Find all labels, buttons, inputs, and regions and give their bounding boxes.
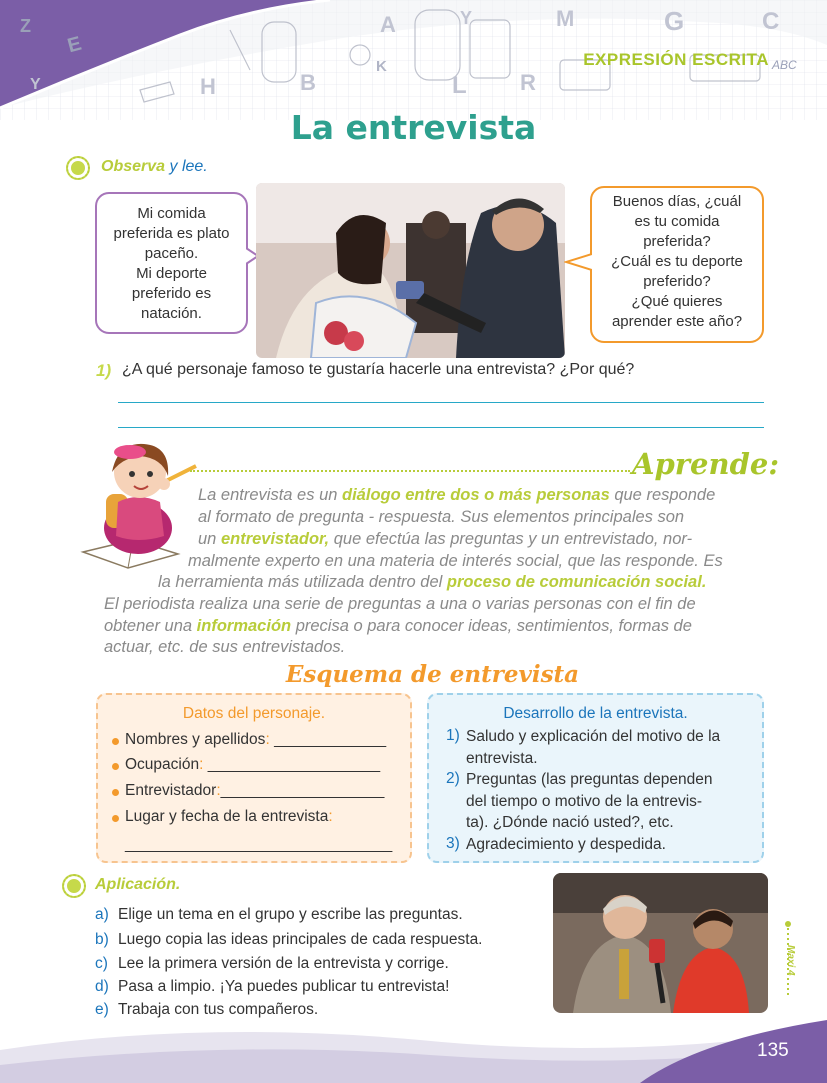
bubble-line: ¿Cuál es tu deporte [611,253,743,270]
item-line: Preguntas (las preguntas dependen [466,771,713,788]
bubble-line: Buenos días, ¿cuál [612,193,742,210]
aprende-line [198,507,766,529]
banner-letter: B [300,70,316,95]
observa-label-rest: y lee. [169,158,208,175]
bubble-line: preferido? [643,273,711,290]
bubble-line: aprender este año? [611,313,743,330]
banner-letter: R [520,70,536,95]
banner-letter: M [556,6,575,31]
bubble-tail-right [564,250,592,274]
text-run: un [198,530,221,548]
aprende-line [104,637,766,659]
text-run: que responde [609,486,716,504]
step-text: Lee la primera versión de la entrevista y corrige. [118,955,449,972]
text-run: La entrevista es un [198,486,343,504]
field-row: Nombres y apellidos: _____________ [125,731,387,748]
field-row: Lugar y fecha de la entrevista: [125,808,333,825]
step-letter: c) [95,955,108,972]
aprende-line [104,594,766,616]
bubble-line: preferida es plato [113,225,230,242]
step-text: Trabaja con tus compañeros. [118,1001,319,1018]
item-line: ta). ¿Dónde nació usted?, etc. [466,814,674,831]
desarrollo-title: Desarrollo de la entrevista. [503,705,688,722]
step-letter: d) [95,978,109,995]
side-label: Maxi 4 [785,945,796,976]
item-line: entrevista. [466,749,538,767]
step-text: Elige un tema en el grupo y escribe las preguntas. [118,906,463,923]
bullet-icon [112,815,119,822]
bubble-line: ¿Qué quieres [631,293,723,310]
highlight-text: información [196,617,292,635]
field-row: Entrevistador:___________________ [125,782,385,799]
field-label: Nombres y apellidos [125,731,266,748]
field-blank[interactable]: ___________________ [220,782,385,799]
banner-letter: G [664,6,685,36]
item-line: Agradecimiento y despedida. [466,836,666,853]
banner-letter: K [376,58,387,75]
text-run: actuar, etc. de sus entrevistados. [104,638,346,656]
text-run: que efectúa las preguntas y un entrevistado, nor- [329,530,693,548]
highlight-text: entrevistador, [220,530,330,548]
banner-letter: A [380,12,396,37]
question-number: 1) [96,361,112,380]
field-blank[interactable]: ____________________ [207,756,381,773]
observa-heading [101,158,208,176]
observa-label: Observa [101,158,166,175]
bubble-line: Mi comida [137,205,206,222]
page-title: La entrevista [290,108,537,147]
interview-photo [256,183,565,358]
field-row: Ocupación: ____________________ [125,756,381,773]
banner-letter: L [452,72,467,99]
text-run: El periodista realiza una serie de preguntas a una o varias personas con el fin de [104,595,696,613]
item-line: del tiempo o motivo de la entrevis- [466,792,703,810]
field-blank-line[interactable]: _______________________________ [125,836,393,853]
bubble-line: natación. [141,305,202,322]
bullet-icon [112,789,119,796]
item-text [466,834,746,856]
aplicacion-label: Aplicación. [95,876,181,893]
highlight-text: diálogo entre dos o más personas [342,486,610,504]
page-number: 135 [757,1040,789,1061]
text-run: obtener una [104,617,197,635]
text-run: malmente experto en una materia de interés social, que las responde. Es [188,552,723,570]
highlight-text: proceso de comunicación social. [446,573,707,591]
dotted-divider [190,470,630,472]
answer-line[interactable] [118,427,764,428]
tv-interview-photo [553,873,768,1013]
esquema-title: Esquema de entrevista [285,661,580,688]
aprende-line [104,616,766,638]
speech-bubble-interviewer [590,186,764,343]
answer-line[interactable] [118,402,764,403]
banner-letter: Y [30,76,41,93]
text-run: precisa o para conocer ideas, sentimientos, formas de [291,617,692,635]
field-blank[interactable]: _____________ [274,731,387,748]
item-text [466,726,746,769]
text-run: la herramienta más utilizada dentro del [158,573,447,591]
field-label: Lugar y fecha de la entrevista [125,808,329,825]
field-label: Entrevistador [125,782,217,799]
bullet-icon [112,738,119,745]
item-text [466,769,746,834]
aprende-line [198,529,766,551]
bubble-line: paceño. [144,245,199,262]
step-letter: b) [95,931,109,948]
aprende-line [158,572,766,594]
aprende-title: Aprende: [632,447,780,481]
girl-reading-illustration [78,432,203,572]
question-text: ¿A qué personaje famoso te gustaría hacerle una entrevista? ¿Por qué? [122,361,635,378]
item-number: 2) [446,770,460,787]
aprende-line [188,551,766,573]
banner-letter: C [762,8,780,35]
speech-bubble-interviewee [95,192,248,334]
bubble-line: Mi deporte [136,265,207,282]
banner-letter: E [65,32,84,58]
field-label: Ocupación [125,756,200,773]
datos-personaje-title: Datos del personaje. [182,705,326,722]
footer-wave [0,1010,827,1083]
banner-letter: Z [20,16,31,36]
step-text: Luego copia las ideas principales de cada respuesta. [118,931,483,948]
sun-icon [62,874,86,898]
step-letter: a) [95,906,109,923]
bubble-line: preferido es [131,285,212,302]
item-line: Saludo y explicación del motivo de la [466,728,721,745]
section-tag: EXPRESIÓN ESCRITA [583,50,769,69]
step-letter: e) [95,1001,109,1018]
banner-letter: ABC [772,58,797,72]
text-run: al formato de pregunta - respuesta. Sus elementos principales son [198,508,685,526]
bubble-line: es tu comida [634,213,720,230]
banner-letter: Y [460,8,473,28]
step-text: Pasa a limpio. ¡Ya puedes publicar tu entrevista! [118,978,450,995]
bubble-line: preferida? [643,233,711,250]
item-number: 1) [446,727,460,744]
banner-letter: H [200,74,216,99]
item-number: 3) [446,835,460,852]
bullet-icon [112,763,119,770]
aprende-line [198,485,766,507]
sun-icon [66,156,90,180]
